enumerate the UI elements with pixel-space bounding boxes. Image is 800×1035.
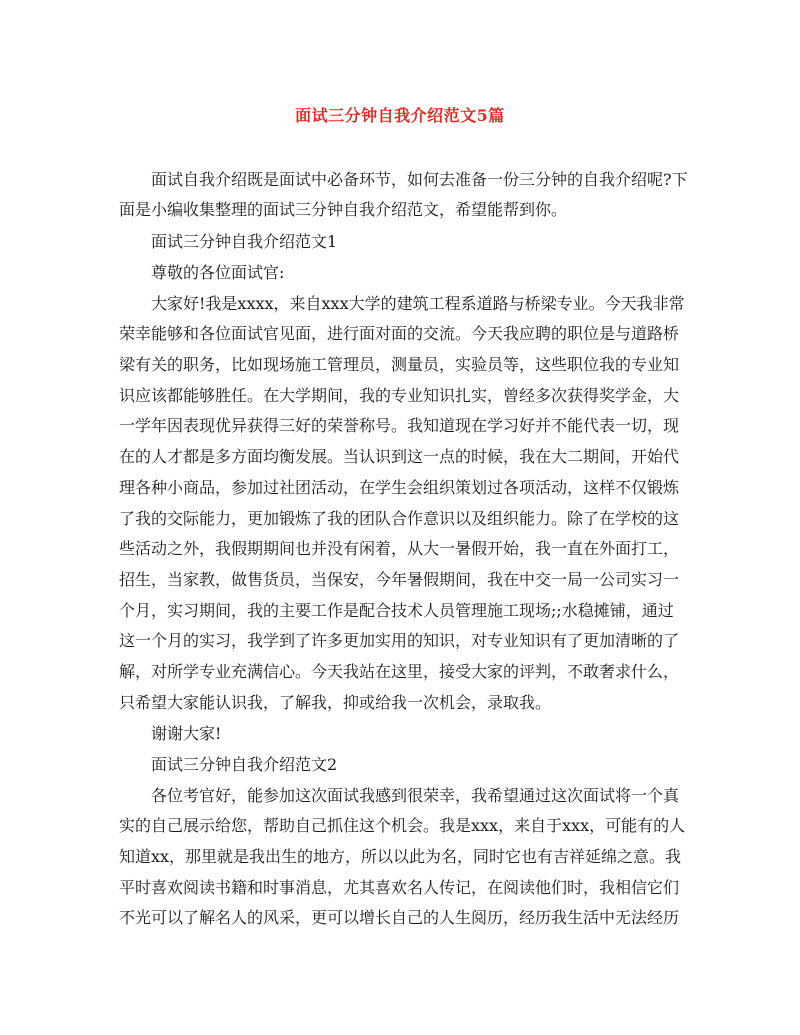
body-line: 各位考官好，能参加这次面试我感到很荣幸，我希望通过这次面试将一个真	[151, 786, 680, 805]
body-line: 不光可以了解名人的风采，更可以增长自己的人生阅历，经历我生活中无法经历	[119, 908, 680, 927]
body-line: 平时喜欢阅读书籍和时事消息，尤其喜欢名人传记，在阅读他们时，我相信它们	[119, 878, 680, 897]
body-line: 知道xx，那里就是我出生的地方，所以以此为名，同时它也有吉祥延绵之意。我	[119, 847, 682, 866]
body-line: 梁有关的职务，比如现场施工管理员，测量员，实验员等，这些职位我的专业知	[119, 355, 680, 374]
body-line: 招生，当家教，做售货员，当保安，今年暑假期间，我在中交一局一公司实习一	[119, 570, 680, 589]
body-line: 解，对所学专业充满信心。今天我站在这里，接受大家的评判，不敢奢求什么，	[119, 662, 680, 681]
body-line: 些活动之外，我假期期间也并没有闲着，从大一暑假开始，我一直在外面打工，	[119, 539, 680, 558]
closing-line: 谢谢大家!	[151, 724, 222, 743]
body-line: 大家好!我是xxxx，来自xxx大学的建筑工程系道路与桥梁专业。今天我非常	[151, 294, 685, 313]
body-line: 只希望大家能认识我，了解我，抑或给我一次机会，录取我。	[119, 693, 552, 712]
body-line: 荣幸能够和各位面试官见面，进行面对面的交流。今天我应聘的职位是与道路桥	[119, 324, 680, 343]
body-line: 了我的交际能力，更加锻炼了我的团队合作意识以及组织能力。除了在学校的这	[119, 509, 680, 528]
intro-line: 面试自我介绍既是面试中必备环节，如何去准备一份三分钟的自我介绍呢?下	[151, 170, 688, 189]
body-line: 在的人才都是多方面均衡发展。当认识到这一点的时候，我在大二期间，开始代	[119, 447, 680, 466]
body-line: 这一个月的实习，我学到了许多更加实用的知识，对专业知识有了更加清晰的了	[119, 631, 680, 650]
document-title: 面试三分钟自我介绍范文5篇	[295, 106, 505, 125]
body-line: 理各种小商品，参加过社团活动，在学生会组织策划过各项活动，这样不仅锻炼	[119, 478, 680, 497]
salutation: 尊敬的各位面试官:	[151, 263, 285, 282]
body-line: 识应该都能够胜任。在大学期间，我的专业知识扎实，曾经多次获得奖学金，大	[119, 386, 680, 405]
body-line: 一学年因表现优异获得三好的荣誉称号。我知道现在学习好并不能代表一切，现	[119, 416, 680, 435]
section-heading: 面试三分钟自我介绍范文2	[151, 755, 338, 774]
intro-line: 面是小编收集整理的面试三分钟自我介绍范文，希望能帮到你。	[119, 200, 568, 219]
section-heading: 面试三分钟自我介绍范文1	[151, 232, 338, 251]
body-line: 个月，实习期间，我的主要工作是配合技术人员管理施工现场;;水稳摊铺，通过	[119, 601, 674, 620]
body-line: 实的自己展示给您，帮助自己抓住这个机会。我是xxx，来自于xxx，可能有的人	[119, 816, 686, 835]
